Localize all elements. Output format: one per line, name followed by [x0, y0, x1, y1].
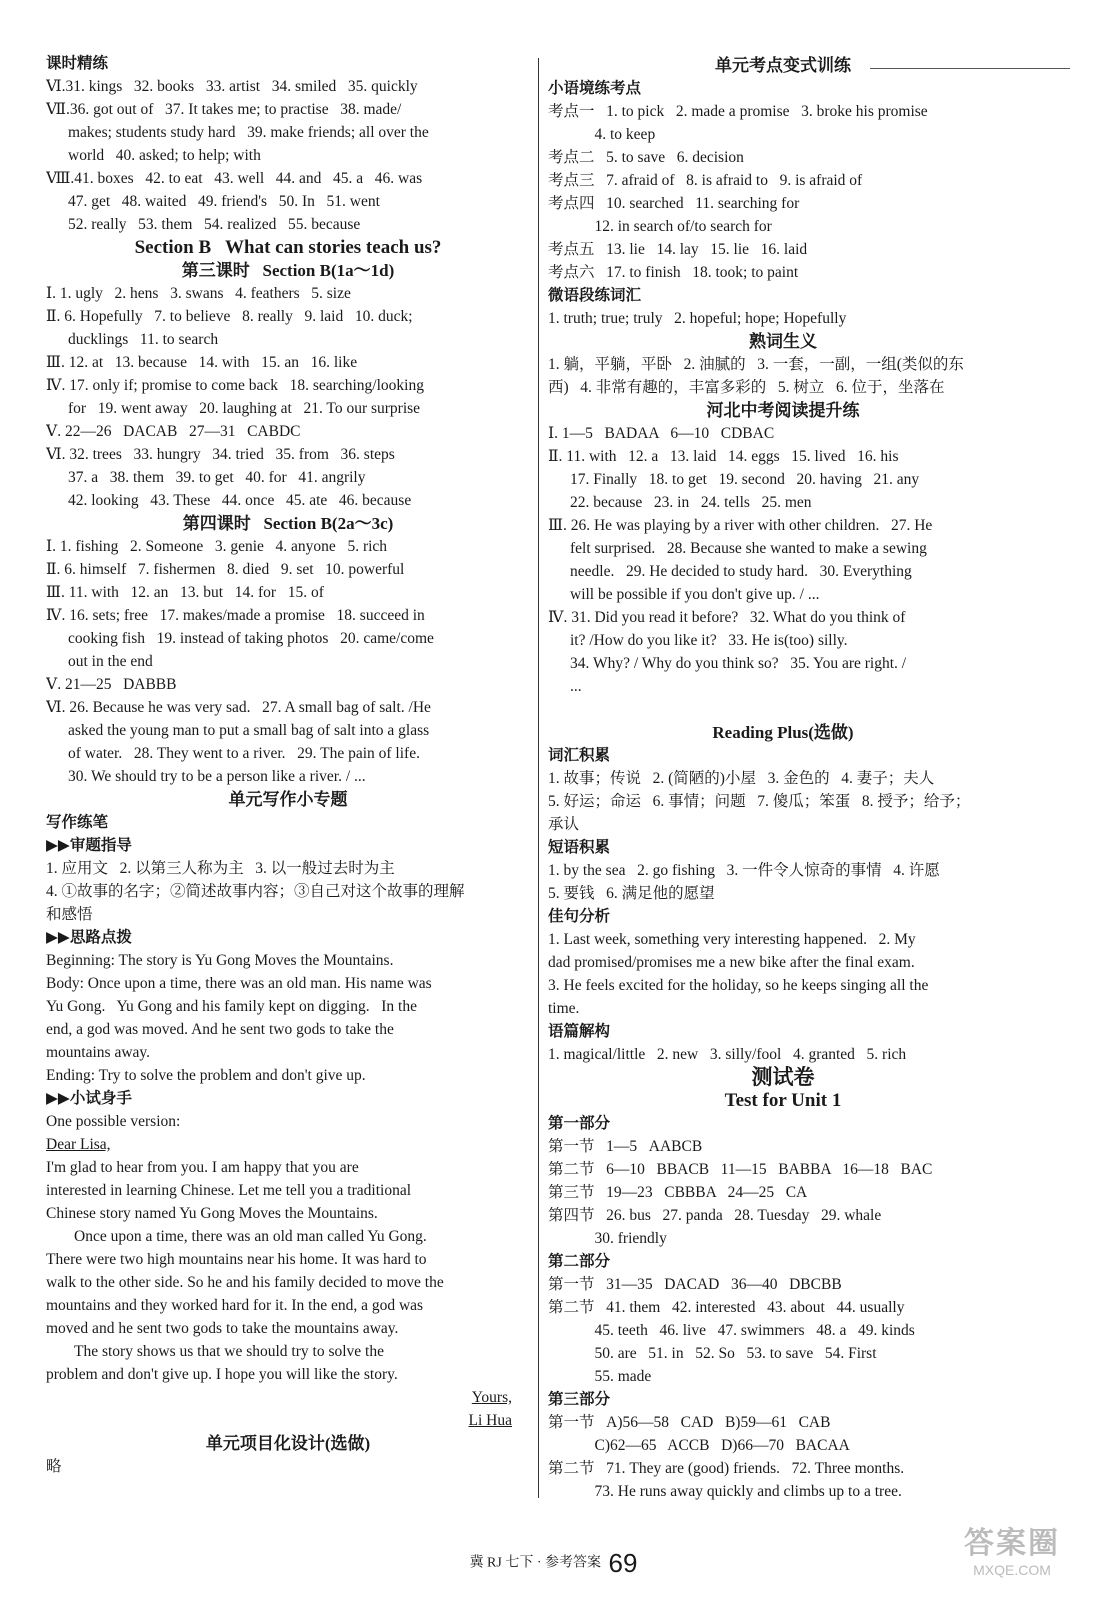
right-line-13: 1. 躺，平躺，平卧 2. 油腻的 3. 一套，一副，一组(类似的东 — [548, 356, 964, 373]
left-line-43: mountains away. — [46, 1044, 151, 1061]
right-line-1: 小语境练考点 — [548, 80, 642, 97]
right-line-3: 4. to keep — [548, 126, 656, 143]
right-line-5: 考点三 7. afraid of 8. is afraid to 9. is afraid of — [548, 172, 863, 189]
left-line-38: ▶▶思路点拨 — [46, 929, 132, 946]
right-line-50: 第四节 26. bus 27. panda 28. Tuesday 29. whale — [548, 1207, 882, 1224]
left-line-1: Ⅵ.31. kings 32. books 33. artist 34. smiled 35. quickly — [46, 78, 418, 95]
right-line-10: 微语段练词汇 — [548, 287, 642, 304]
right-line-0: 单元考点变式训练 — [715, 56, 851, 75]
right-line-41: time. — [548, 1000, 580, 1017]
right-line-19: 22. because 23. in 24. tells 25. men — [570, 494, 812, 511]
right-line-62: 73. He runs away quickly and climbs up to a tree. — [548, 1483, 902, 1500]
left-line-37: 和感悟 — [46, 906, 93, 923]
left-line-60: 单元项目化设计(选做) — [205, 1434, 371, 1453]
left-line-34: ▶▶审题指导 — [46, 837, 132, 854]
right-line-20: Ⅲ. 26. He was playing by a river with other children. 27. He — [548, 517, 933, 534]
left-line-7: 52. really 53. them 54. realized 55. because — [68, 216, 361, 233]
right-line-59: 第一节 A)56—58 CAD B)59—61 CAB — [548, 1414, 831, 1431]
right-line-30: 词汇积累 — [548, 747, 611, 764]
column-divider — [538, 58, 539, 1498]
right-line-38: 1. Last week, something very interesting happened. 2. My — [548, 931, 916, 948]
left-column — [46, 52, 530, 1478]
right-line-47: 第一节 1—5 AABCB — [548, 1138, 703, 1155]
right-line-25: it? /How do you like it? 33. He is(too) silly. — [570, 632, 848, 649]
left-line-24: Ⅳ. 16. sets; free 17. makes/made a promise 18. succeed in — [46, 607, 425, 624]
right-line-42: 语篇解构 — [548, 1023, 611, 1040]
left-line-56: The story shows us that we should try to solve the — [74, 1343, 384, 1360]
left-line-16: Ⅴ. 22—26 DACAB 27—31 CABDC — [46, 423, 301, 440]
right-line-51: 30. friendly — [548, 1230, 667, 1247]
left-line-14: Ⅳ. 17. only if; promise to come back 18. searching/looking — [46, 377, 424, 394]
right-line-21: felt surprised. 28. Because she wanted to make a sewing — [570, 540, 927, 557]
left-line-10: Ⅰ. 1. ugly 2. hens 3. swans 4. feathers 5. size — [46, 285, 351, 302]
left-line-11: Ⅱ. 6. Hopefully 7. to believe 8. really 9. laid 10. duck; — [46, 308, 413, 325]
right-line-57: 55. made — [548, 1368, 652, 1385]
left-line-15: for 19. went away 20. laughing at 21. To our surprise — [68, 400, 421, 417]
right-line-27: ... — [570, 678, 582, 695]
right-line-45: Test for Unit 1 — [724, 1090, 842, 1111]
left-line-40: Body: Once upon a time, there was an old man. His name was — [46, 975, 432, 992]
watermark-url: MXQE.COM — [973, 1562, 1051, 1578]
right-line-6: 考点四 10. searched 11. searching for — [548, 195, 800, 212]
left-line-30: of water. 28. They went to a river. 29. The pain of life. — [68, 745, 420, 762]
left-line-47: Dear Lisa, — [46, 1136, 111, 1153]
left-line-26: out in the end — [68, 653, 153, 670]
right-line-43: 1. magical/little 2. new 3. silly/fool 4. granted 5. rich — [548, 1046, 907, 1063]
right-line-53: 第一节 31—35 DACAD 36—40 DBCBB — [548, 1276, 842, 1293]
left-line-13: Ⅲ. 12. at 13. because 14. with 15. an 16. like — [46, 354, 358, 371]
right-line-15: 河北中考阅读提升练 — [706, 401, 860, 420]
left-line-42: end, a god was moved. And he sent two gods to take the — [46, 1021, 394, 1038]
right-line-56: 50. are 51. in 52. So 53. to save 54. First — [548, 1345, 877, 1362]
left-line-52: There were two high mountains near his home. It was hard to — [46, 1251, 427, 1268]
left-line-57: problem and don't give up. I hope you will like the story. — [46, 1366, 398, 1383]
right-line-14: 西) 4. 非常有趣的，丰富多彩的 5. 树立 6. 位于，坐落在 — [548, 379, 945, 396]
right-line-37: 佳句分析 — [548, 908, 611, 925]
right-line-18: 17. Finally 18. to get 19. second 20. having 21. any — [570, 471, 920, 488]
left-line-12: ducklings 11. to search — [68, 331, 219, 348]
left-line-21: Ⅰ. 1. fishing 2. Someone 3. genie 4. anyone 5. rich — [46, 538, 388, 555]
left-line-25: cooking fish 19. instead of taking photos 20. came/come — [68, 630, 434, 647]
left-line-28: Ⅵ. 26. Because he was very sad. 27. A small bag of salt. /He — [46, 699, 431, 716]
left-line-0: 课时精练 — [46, 55, 109, 72]
left-line-50: Chinese story named Yu Gong Moves the Mountains. — [46, 1205, 378, 1222]
left-line-51: Once upon a time, there was an old man called Yu Gong. — [74, 1228, 427, 1245]
right-line-52: 第二部分 — [548, 1253, 611, 1270]
left-line-19: 42. looking 43. These 44. once 45. ate 46. because — [68, 492, 412, 509]
right-line-55: 45. teeth 46. live 47. swimmers 48. a 49. kinds — [548, 1322, 915, 1339]
left-line-6: 47. get 48. waited 49. friend's 50. In 51. went — [68, 193, 380, 210]
left-line-48: I'm glad to hear from you. I am happy that you are — [46, 1159, 359, 1176]
right-line-48: 第二节 6—10 BBACB 11—15 BABBA 16—18 BAC — [548, 1161, 933, 1178]
right-line-12: 熟词生义 — [749, 332, 817, 351]
watermark-logo — [937, 1518, 1087, 1578]
right-line-44: 测试卷 — [751, 1066, 815, 1089]
left-line-23: Ⅲ. 11. with 12. an 13. but 14. for 15. of — [46, 584, 324, 601]
left-line-55: moved and he sent two gods to take the mountains away. — [46, 1320, 399, 1337]
left-line-2: Ⅶ.36. got out of 37. It takes me; to practise 38. made/ — [46, 101, 402, 118]
right-line-9: 考点六 17. to finish 18. took; to paint — [548, 264, 799, 281]
right-column — [548, 54, 1018, 1503]
left-line-8: Section B What can stories teach us? — [134, 237, 442, 258]
left-line-17: Ⅵ. 32. trees 33. hungry 34. tried 35. from 36. steps — [46, 446, 395, 463]
right-line-40: 3. He feels excited for the holiday, so he keeps singing all the — [548, 977, 929, 994]
right-line-4: 考点二 5. to save 6. decision — [548, 149, 744, 166]
left-line-33: 写作练笔 — [46, 814, 109, 831]
left-line-32: 单元写作小专题 — [228, 790, 348, 809]
right-line-33: 承认 — [548, 816, 580, 833]
left-line-58: Yours, — [471, 1389, 512, 1406]
right-line-32: 5. 好运；命运 6. 事情；问题 7. 傻瓜；笨蛋 8. 授予；给予； — [548, 793, 971, 810]
right-line-17: Ⅱ. 11. with 12. a 13. laid 14. eggs 15. lived 16. his — [548, 448, 899, 465]
right-line-49: 第三节 19—23 CBBBA 24—25 CA — [548, 1184, 808, 1201]
left-line-3: makes; students study hard 39. make friends; all over the — [68, 124, 429, 141]
right-line-29: Reading Plus(选做) — [712, 723, 854, 742]
left-line-41: Yu Gong. Yu Gong and his family kept on digging. In the — [46, 998, 417, 1015]
right-line-11: 1. truth; true; truly 2. hopeful; hope; Hopefully — [548, 310, 847, 327]
left-line-53: walk to the other side. So he and his family decided to move the — [46, 1274, 444, 1291]
left-line-18: 37. a 38. them 39. to get 40. for 41. angrily — [68, 469, 366, 486]
left-line-46: One possible version: — [46, 1113, 181, 1130]
right-line-16: Ⅰ. 1—5 BADAA 6—10 CDBAC — [548, 425, 775, 442]
left-line-27: Ⅴ. 21—25 DABBB — [46, 676, 177, 693]
watermark-title: 答案圈 — [964, 1527, 1060, 1560]
right-line-36: 5. 要钱 6. 满足他的愿望 — [548, 885, 715, 902]
page-number: 69 — [608, 1548, 638, 1578]
left-line-45: ▶▶小试身手 — [46, 1090, 132, 1107]
right-line-39: dad promised/promises me a new bike after the final exam. — [548, 954, 915, 971]
right-line-26: 34. Why? / Why do you think so? 35. You are right. / — [570, 655, 907, 672]
right-line-31: 1. 故事；传说 2. (简陋的)小屋 3. 金色的 4. 妻子；夫人 — [548, 770, 935, 787]
right-line-46: 第一部分 — [548, 1115, 611, 1132]
right-line-60: C)62—65 ACCB D)66—70 BACAA — [548, 1437, 850, 1454]
left-line-44: Ending: Try to solve the problem and don't give up. — [46, 1067, 366, 1084]
left-line-5: Ⅷ.41. boxes 42. to eat 43. well 44. and 45. a 46. was — [46, 170, 423, 187]
left-line-29: asked the young man to put a small bag of salt into a glass — [68, 722, 430, 739]
left-line-4: world 40. asked; to help; with — [68, 147, 261, 164]
right-line-28 — [548, 698, 1018, 721]
left-line-39: Beginning: The story is Yu Gong Moves the Mountains. — [46, 952, 394, 969]
left-line-20: 第四课时 Section B(2a～3c) — [182, 514, 394, 533]
left-line-35: 1. 应用文 2. 以第三人称为主 3. 以一般过去时为主 — [46, 860, 395, 877]
left-line-22: Ⅱ. 6. himself 7. fishermen 8. died 9. set 10. powerful — [46, 561, 405, 578]
left-line-36: 4. ①故事的名字；②简述故事内容；③自己对这个故事的理解 — [46, 883, 465, 900]
left-line-31: 30. We should try to be a person like a river. / ... — [68, 768, 366, 785]
right-line-7: 12. in search of/to search for — [548, 218, 772, 235]
right-line-58: 第三部分 — [548, 1391, 611, 1408]
right-line-24: Ⅳ. 31. Did you read it before? 32. What do you think of — [548, 609, 906, 626]
right-line-2: 考点一 1. to pick 2. made a promise 3. broke his promise — [548, 103, 928, 120]
left-line-59: Li Hua — [468, 1412, 512, 1429]
left-line-54: mountains and they worked hard for it. In the end, a god was — [46, 1297, 424, 1314]
footer-label: 冀 RJ 七下 · 参考答案 — [469, 1555, 602, 1571]
left-line-9: 第三课时 Section B(1a～1d) — [181, 261, 395, 280]
right-line-22: needle. 29. He decided to study hard. 30. Everything — [570, 563, 912, 580]
right-line-35: 1. by the sea 2. go fishing 3. 一件令人惊奇的事情 4. 许愿 — [548, 862, 940, 879]
right-line-23: will be possible if you don't give up. / ... — [570, 586, 820, 603]
right-line-54: 第二节 41. them 42. interested 43. about 44. usually — [548, 1299, 905, 1316]
right-line-61: 第二节 71. They are (good) friends. 72. Three months. — [548, 1460, 905, 1477]
left-line-49: interested in learning Chinese. Let me tell you a traditional — [46, 1182, 411, 1199]
right-line-34: 短语积累 — [548, 839, 611, 856]
left-line-61: 略 — [46, 1458, 62, 1475]
right-line-8: 考点五 13. lie 14. lay 15. lie 16. laid — [548, 241, 808, 258]
